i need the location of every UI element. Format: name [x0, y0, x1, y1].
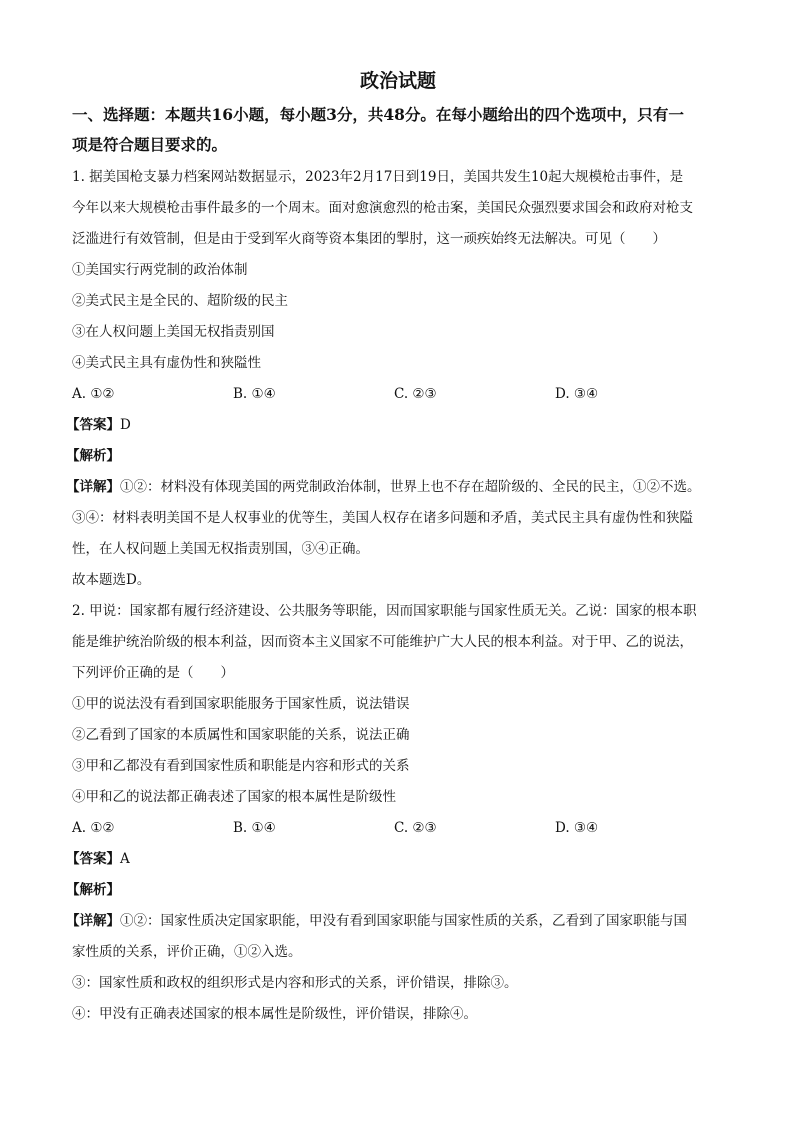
analysis-tag: 【解析】 [66, 448, 120, 464]
detail-tag: 【详解】 [66, 913, 120, 929]
answer-value: A [120, 851, 130, 867]
answer-line [66, 410, 724, 441]
option-d: D. ③④ [555, 386, 599, 402]
page-title: 政治试题 [359, 70, 436, 92]
analysis-line [66, 441, 724, 472]
answer-value: D [120, 417, 131, 433]
option-a: A. ①② [72, 820, 115, 836]
answer-tag: 【答案】 [66, 417, 120, 433]
section-heading [72, 102, 724, 158]
option-c: C. ②③ [394, 820, 437, 836]
explanation-line [66, 472, 724, 503]
question-stem-line: 今年以来大规模枪击事件最多的一个周末。面对愈演愈烈的枪击案，美国民众强烈要求国会和政府对枪支 [72, 200, 693, 216]
answer-options [72, 379, 724, 410]
option-c: C. ②③ [394, 386, 437, 402]
question-stem-line: 能是维护统治阶级的根本利益，因而资本主义国家不可能维护广大人民的根本利益。对于甲、乙的说法， [72, 634, 693, 650]
question-2 [66, 596, 724, 1030]
explanation-line: ④：甲没有正确表述国家的根本属性是阶级性，评价错误，排除④。 [72, 1006, 477, 1022]
analysis-line [66, 875, 724, 906]
section-heading-line-2: 项是符合题目要求的。 [72, 135, 228, 154]
answer-line [66, 844, 724, 875]
option-b: B. ①④ [233, 386, 276, 402]
explanation-line: 家性质的关系，评价正确，①②入选。 [72, 944, 302, 960]
option-b: B. ①④ [233, 820, 276, 836]
question-stem-line: 泛滥进行有效管制，但是由于受到军火商等资本集团的掣肘，这一顽疾始终无法解决。可见（ ） [72, 231, 666, 247]
question-stem-line: 2. 甲说：国家都有履行经济建设、公共服务等职能，因而国家职能与国家性质无关。乙说：国家的根本职 [72, 603, 697, 619]
statement-item: ④甲和乙的说法都正确表述了国家的根本属性是阶级性 [72, 789, 396, 805]
explanation-line: ③：国家性质和政权的组织形式是内容和形式的关系，评价错误，排除③。 [72, 975, 518, 991]
detail-tag: 【详解】 [66, 479, 120, 495]
question-stem-line: 1. 据美国枪支暴力档案网站数据显示，2023年2月17日到19日，美国共发生10起大规模枪击事件，是 [72, 169, 684, 185]
option-d: D. ③④ [555, 820, 599, 836]
answer-options [72, 813, 724, 844]
answer-tag: 【答案】 [66, 851, 120, 867]
statement-item: ①甲的说法没有看到国家职能服务于国家性质，说法错误 [72, 696, 410, 712]
question-1 [66, 162, 724, 596]
explanation-line: 故本题选D。 [72, 572, 151, 588]
statement-item: ③在人权问题上美国无权指责别国 [72, 324, 275, 340]
statement-item: ④美式民主具有虚伪性和狭隘性 [72, 355, 261, 371]
question-stem-line: 下列评价正确的是（ ） [72, 665, 234, 681]
explanation-text: ①②：材料没有体现美国的两党制政治体制，世界上也不存在超阶级的、全民的民主，①②不选。 [120, 479, 701, 495]
explanation-line: 性，在人权问题上美国无权指责别国，③④正确。 [72, 541, 369, 557]
analysis-tag: 【解析】 [66, 882, 120, 898]
statement-item: ③甲和乙都没有看到国家性质和职能是内容和形式的关系 [72, 758, 410, 774]
explanation-line: ③④：材料表明美国不是人权事业的优等生，美国人权存在诸多问题和矛盾，美式民主具有虚伪性和狭隘 [72, 510, 693, 526]
statement-item: ①美国实行两党制的政治体制 [72, 262, 248, 278]
statement-item: ②乙看到了国家的本质属性和国家职能的关系，说法正确 [72, 727, 410, 743]
explanation-text: ①②：国家性质决定国家职能，甲没有看到国家职能与国家性质的关系，乙看到了国家职能与国 [120, 913, 687, 929]
explanation-line [66, 906, 724, 937]
statement-item: ②美式民主是全民的、超阶级的民主 [72, 293, 288, 309]
section-heading-line-1: 一、选择题：本题共16小题，每小题3分，共48分。在每小题给出的四个选项中，只有一 [72, 105, 684, 124]
option-a: A. ①② [72, 386, 115, 402]
